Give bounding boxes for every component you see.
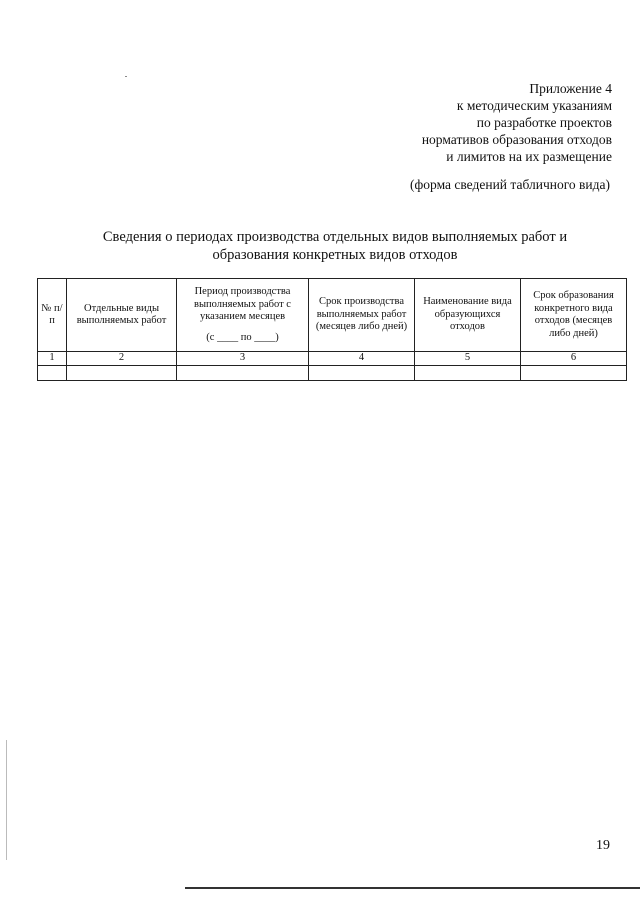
empty-data-row [38, 366, 627, 381]
appendix-line: нормативов образования отходов [421, 132, 612, 147]
empty-cell [38, 366, 67, 381]
empty-cell [415, 366, 521, 381]
appendix-line: и лимитов на их размещение [446, 149, 612, 164]
scan-bottom-line [185, 887, 640, 889]
header-cell-work-types: Отдельные виды выполняемых работ [67, 279, 177, 352]
title-line-2: образования конкретных видов отходов [212, 247, 458, 263]
column-number-cell: 6 [521, 352, 627, 366]
header-cell-period [177, 279, 309, 352]
table-header-row [38, 279, 627, 352]
form-type-note: (форма сведений табличного вида) [410, 177, 610, 192]
column-number-cell: 1 [38, 352, 67, 366]
title-line-1: Сведения о периодах производства отдельных видов выполняемых работ и [102, 229, 568, 245]
scan-mark [125, 76, 127, 77]
empty-cell [521, 366, 627, 381]
period-range-label: (с ____ по ____) [206, 331, 279, 343]
empty-cell [67, 366, 177, 381]
column-number-cell: 5 [415, 352, 521, 366]
column-number-row [38, 352, 627, 366]
column-number-cell: 3 [177, 352, 309, 366]
header-cell-number: № п/п [38, 279, 67, 352]
document-title [36, 228, 634, 264]
appendix-line: по разработке проектов [476, 115, 612, 130]
appendix-header [422, 80, 612, 165]
header-cell-waste-name: Наименование вида образующихся отходов [415, 279, 521, 352]
work-periods-table [37, 278, 627, 381]
page-number: 19 [596, 838, 610, 853]
scan-margin-line [6, 740, 7, 860]
appendix-line: к методическим указаниям [456, 98, 612, 113]
appendix-line: Приложение 4 [529, 81, 612, 96]
column-number-cell: 4 [309, 352, 415, 366]
period-header-label: Период производства выполняемых работ с указанием месяцев [194, 286, 291, 322]
header-cell-waste-term: Срок образования конкретного вида отходов (месяцев либо дней) [521, 279, 627, 352]
empty-cell [309, 366, 415, 381]
column-number-cell: 2 [67, 352, 177, 366]
empty-cell [177, 366, 309, 381]
header-cell-duration: Срок производства выполняемых работ (месяцев либо дней) [309, 279, 415, 352]
